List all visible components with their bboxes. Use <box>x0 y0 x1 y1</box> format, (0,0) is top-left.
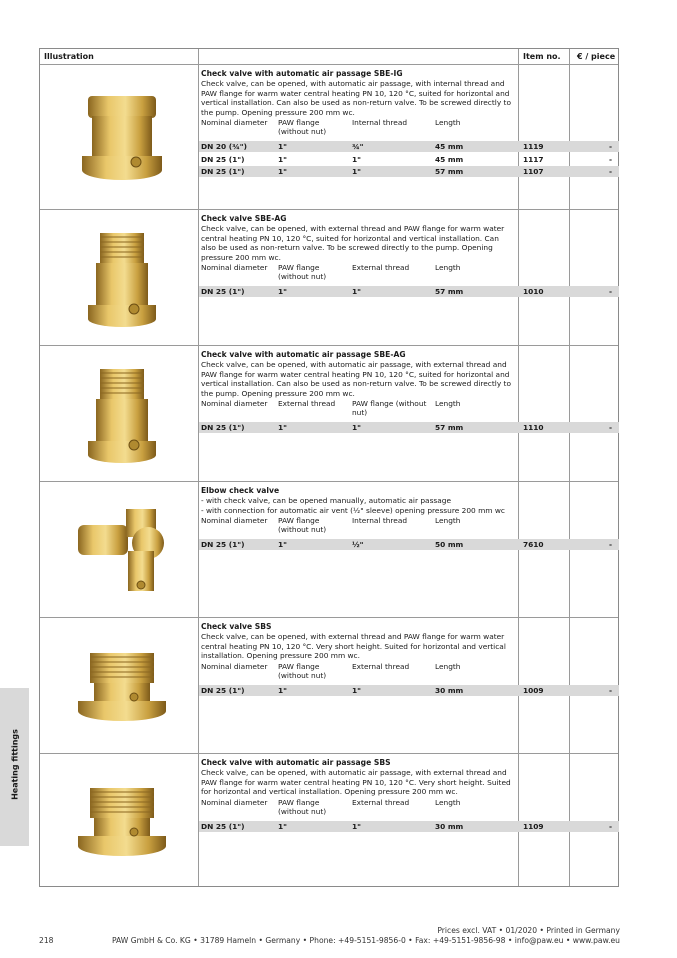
product-description: Check valve, can be opened, with external thread and PAW flange for warm water central heating PN 10, 120 °C. Very short height. Suited for horizontal and vertical installation. Opening pressure 200 mm wc. <box>201 632 506 661</box>
column-label: PAW flange (without nut) <box>278 661 327 680</box>
product-image <box>48 82 193 192</box>
cell-diameter: DN 25 (1") <box>201 821 245 831</box>
product-title: Check valve with automatic air passage SBE-IG <box>201 69 403 78</box>
column-label: PAW flange (without nut) <box>352 399 427 418</box>
cell-size-a: 1" <box>278 423 287 433</box>
product-section <box>40 481 618 618</box>
page-number: 218 <box>39 936 54 945</box>
cell-size-a: 1" <box>278 154 287 164</box>
column-label: External thread <box>352 797 410 807</box>
column-label: Nominal diameter <box>201 263 268 273</box>
cell-price: - <box>609 540 613 550</box>
cell-price: - <box>609 423 613 433</box>
cell-price: - <box>609 685 613 695</box>
product-title: Check valve SBS <box>201 622 272 631</box>
cell-item-no: 1107 <box>523 167 544 177</box>
table-row <box>199 154 619 165</box>
cell-item-no: 1010 <box>523 287 544 297</box>
product-description: Check valve, can be opened, with external thread and PAW flange for warm water central heating PN 10, 120 °C, suited for horizontal and vertical installation. Can also be used as non-return valve. To be screwed directly to the pump. Opening pressure 200 mm wc. <box>201 224 505 262</box>
product-image <box>48 223 193 333</box>
footer-line-2: PAW GmbH & Co. KG • 31789 Hameln • Germany • Phone: +49-5151-9856-0 • Fax: +49-5151-9856-98 • info@paw.eu • www.paw.eu <box>111 936 620 945</box>
cell-size-a: 1" <box>278 142 287 152</box>
cell-diameter: DN 25 (1") <box>201 287 245 297</box>
cell-price: - <box>609 142 613 152</box>
column-label: External thread <box>278 399 336 409</box>
cell-length: 30 mm <box>435 685 464 695</box>
column-label: External thread <box>352 263 410 273</box>
product-title: Elbow check valve <box>201 486 280 495</box>
cell-size-a: 1" <box>278 287 287 297</box>
product-table <box>39 48 619 887</box>
table-row <box>199 539 619 550</box>
cell-size-a: 1" <box>278 821 287 831</box>
cell-diameter: DN 25 (1") <box>201 540 245 550</box>
column-label: Nominal diameter <box>201 661 268 671</box>
cell-length: 57 mm <box>435 167 464 177</box>
cell-diameter: DN 25 (1") <box>201 167 245 177</box>
column-label: Length <box>435 118 461 128</box>
product-image <box>48 631 193 741</box>
table-row <box>199 422 619 433</box>
cell-size-a: 1" <box>278 685 287 695</box>
product-section <box>40 753 618 888</box>
product-description: Check valve, can be opened, with automatic air passage, with internal thread and PAW flange for warm water central heating PN 10, 120 °C, suited for horizontal and vertical installation. Can also be used as non-return valve. To be screwed directly to the pump. Opening pressure 200 mm wc. <box>201 79 511 117</box>
column-label: Nominal diameter <box>201 516 268 526</box>
column-label: PAW flange (without nut) <box>278 263 327 282</box>
column-label: Internal thread <box>352 516 408 526</box>
cell-size-b: 1" <box>352 821 361 831</box>
cell-length: 57 mm <box>435 423 464 433</box>
cell-price: - <box>609 821 613 831</box>
footer-line-1: Prices excl. VAT • 01/2020 • Printed in Germany <box>437 926 620 935</box>
cell-length: 57 mm <box>435 287 464 297</box>
column-label: Internal thread <box>352 118 408 128</box>
column-label: Length <box>435 516 461 526</box>
product-description: - with check valve, can be opened manually, automatic air passage - with connection for automatic air vent (½" sleeve) opening pressure 200 mm wc <box>201 496 505 515</box>
column-label: Length <box>435 263 461 273</box>
cell-size-a: 1" <box>278 540 287 550</box>
cell-price: - <box>609 287 613 297</box>
cell-diameter: DN 25 (1") <box>201 685 245 695</box>
cell-size-a: 1" <box>278 167 287 177</box>
cell-price: - <box>609 167 613 177</box>
cell-size-b: 1" <box>352 154 361 164</box>
cell-item-no: 7610 <box>523 540 544 550</box>
cell-size-b: ¾" <box>352 142 364 152</box>
column-label: External thread <box>352 661 410 671</box>
column-label: PAW flange (without nut) <box>278 516 327 534</box>
product-description: Check valve, can be opened, with automatic air passage, with external thread and PAW flange for warm water central heating PN 10, 120 °C, suited for horizontal and vertical installation. Can also be used as non-return valve. To be screwed directly to the pump. Opening pressure 200 mm wc. <box>201 360 511 398</box>
column-label: Nominal diameter <box>201 797 268 807</box>
cell-size-b: 1" <box>352 423 361 433</box>
cell-length: 45 mm <box>435 142 464 152</box>
header-item-no: Item no. <box>523 52 561 61</box>
product-image <box>48 495 193 605</box>
product-section <box>40 617 618 754</box>
table-row <box>199 685 619 696</box>
cell-item-no: 1109 <box>523 821 544 831</box>
cell-item-no: 1119 <box>523 142 544 152</box>
side-tab <box>0 688 29 846</box>
product-title: Check valve with automatic air passage SBS <box>201 758 391 767</box>
column-label: PAW flange (without nut) <box>278 797 327 816</box>
cell-length: 50 mm <box>435 540 464 550</box>
product-title: Check valve with automatic air passage SBE-AG <box>201 350 406 359</box>
product-description: Check valve, can be opened, with automatic air passage, with external thread and PAW flange for warm water central heating PN 10, 120 °C. Very short height. Suited for horizontal and vertical installation. Opening pressure 200 mm wc. <box>201 768 511 797</box>
product-image <box>48 359 193 469</box>
column-label: Nominal diameter <box>201 399 268 409</box>
cell-size-b: ½" <box>352 540 364 550</box>
cell-size-b: 1" <box>352 685 361 695</box>
side-tab-label: Heating fittings <box>10 729 20 800</box>
product-image <box>48 766 193 876</box>
column-label: Length <box>435 797 461 807</box>
cell-length: 45 mm <box>435 154 464 164</box>
column-label: PAW flange (without nut) <box>278 118 327 137</box>
header-illustration: Illustration <box>44 52 94 61</box>
cell-diameter: DN 25 (1") <box>201 154 245 164</box>
product-section <box>40 345 618 482</box>
cell-item-no: 1110 <box>523 423 544 433</box>
cell-length: 30 mm <box>435 821 464 831</box>
product-title: Check valve SBE-AG <box>201 214 287 223</box>
header-price: € / piece <box>577 52 616 61</box>
column-label: Length <box>435 661 461 671</box>
cell-size-b: 1" <box>352 167 361 177</box>
table-row <box>199 141 619 152</box>
product-section <box>40 65 618 209</box>
table-row <box>199 286 619 297</box>
cell-diameter: DN 20 (¾") <box>201 142 248 152</box>
table-row <box>199 821 619 832</box>
table-row <box>199 166 619 177</box>
product-section <box>40 209 618 346</box>
column-label: Length <box>435 399 461 409</box>
column-label: Nominal diameter <box>201 118 268 128</box>
cell-item-no: 1009 <box>523 685 544 695</box>
cell-item-no: 1117 <box>523 154 544 164</box>
cell-price: - <box>609 154 613 164</box>
cell-size-b: 1" <box>352 287 361 297</box>
cell-diameter: DN 25 (1") <box>201 423 245 433</box>
